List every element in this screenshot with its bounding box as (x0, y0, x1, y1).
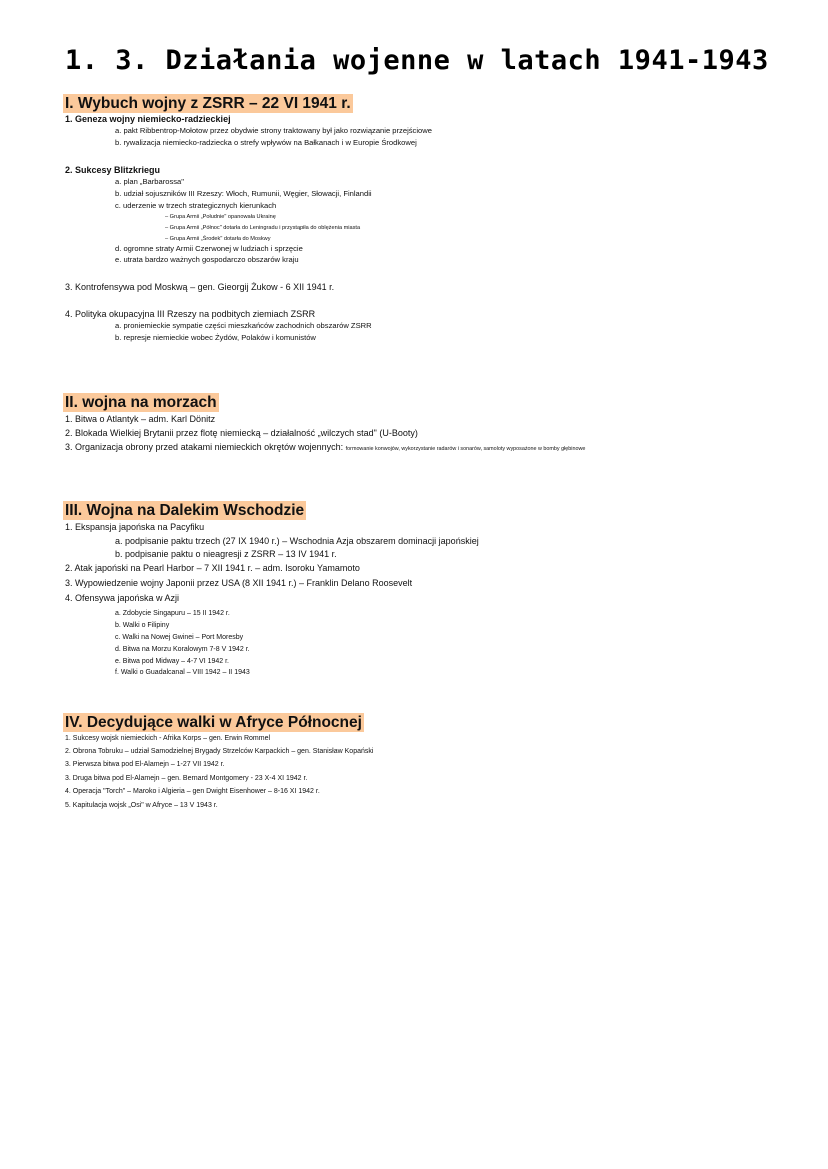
list-item: 1. Bitwa o Atlantyk – adm. Karl Dönitz (65, 414, 216, 424)
list-item-main: 3. Organizacja obrony przed atakami niemieckich okrętów wojennych: (65, 442, 344, 452)
list-item: 5. Kapitulacja wojsk „Osi" w Afryce – 13 V 1943 r. (65, 802, 218, 809)
list-item: – Grupa Armii „Północ" dotarła do Leningradu i przystąpiła do oblężenia miasta (165, 225, 361, 231)
list-item: 3. Wypowiedzenie wojny Japonii przez USA (8 XII 1941 r.) – Franklin Delano Roosevelt (65, 578, 413, 588)
section-heading-4: IV. Decydujące walki w Afryce Północnej (65, 714, 362, 731)
list-item: 1. Ekspansja japońska na Pacyfiku (65, 522, 205, 532)
list-item: – Grupa Armii „Środek" dotarła do Moskwy (165, 236, 271, 242)
list-item: 4. Operacja "Torch" – Maroko i Algieria – gen Dwight Eisenhower – 8-16 XI 1942 r. (65, 788, 320, 795)
list-item: 2. Sukcesy Blitzkriegu (65, 165, 161, 175)
list-item: 4. Ofensywa japońska w Azji (65, 593, 180, 603)
list-item: b. udział sojuszników III Rzeszy: Włoch, Rumunii, Węgier, Słowacji, Finlandii (115, 189, 372, 198)
list-item: – Grupa Armii „Południe" opanowała Ukrainę (165, 214, 276, 220)
section-heading-2: II. wojna na morzach (65, 394, 217, 411)
list-item: 2. Obrona Tobruku – udział Samodzielnej Brygady Strzelców Karpackich – gen. Stanisław Kopański (65, 748, 374, 755)
list-item: 1. Sukcesy wojsk niemieckich - Afrika Korps – gen. Erwin Rommel (65, 735, 271, 742)
list-item: a. proniemieckie sympatie części mieszkańców zachodnich obszarów ZSRR (115, 321, 372, 330)
section-heading-3: III. Wojna na Dalekim Wschodzie (65, 502, 305, 519)
list-item (65, 441, 585, 455)
list-item: f. Walki o Guadalcanal – VIII 1942 – II 1943 (115, 669, 250, 676)
list-item: 1. Geneza wojny niemiecko-radzieckiej (65, 114, 231, 124)
list-item: b. Walki o Filipiny (115, 622, 170, 629)
list-item: a. pakt Ribbentrop-Mołotow przez obydwie strony traktowany był jako rozwiązanie przejściowe (115, 126, 432, 135)
list-item: 3. Kontrofensywa pod Moskwą – gen. Gieorgij Żukow - 6 XII 1941 r. (65, 282, 335, 292)
list-item: e. utrata bardzo ważnych gospodarczo obszarów kraju (115, 255, 299, 264)
list-item: 3. Druga bitwa pod El-Alamejn – gen. Bernard Montgomery - 23 X-4 XI 1942 r. (65, 775, 308, 782)
list-item: a. plan „Barbarossa" (115, 177, 184, 186)
list-item: 2. Blokada Wielkiej Brytanii przez flotę niemiecką – działalność „wilczych stad" (U-Booty) (65, 428, 418, 438)
list-item: 4. Polityka okupacyjna III Rzeszy na podbitych ziemiach ZSRR (65, 309, 316, 319)
list-item: b. podpisanie paktu o nieagresji z ZSRR – 13 IV 1941 r. (115, 549, 337, 559)
section-heading-1: I. Wybuch wojny z ZSRR – 22 VI 1941 r. (65, 95, 351, 112)
list-item: 3. Pierwsza bitwa pod El-Alamejn – 1-27 VII 1942 r. (65, 761, 225, 768)
list-item: e. Bitwa pod Midway – 4-7 VI 1942 r. (115, 658, 230, 665)
list-item: a. Zdobycie Singapuru – 15 II 1942 r. (115, 610, 230, 617)
list-item: b. represje niemieckie wobec Żydów, Polaków i komunistów (115, 333, 316, 342)
list-item: c. Walki na Nowej Gwinei – Port Moresby (115, 634, 244, 641)
list-item: d. Bitwa na Morzu Koralowym 7-8 V 1942 r. (115, 646, 250, 653)
list-item: a. podpisanie paktu trzech (27 IX 1940 r.) – Wschodnia Azja obszarem dominacji japońskiej (115, 536, 479, 546)
page-title: 1. 3. Działania wojenne w latach 1941-1943 (65, 45, 769, 76)
list-item: c. uderzenie w trzech strategicznych kierunkach (115, 201, 277, 210)
list-item: d. ogromne straty Armii Czerwonej w ludziach i sprzęcie (115, 244, 303, 253)
list-item: 2. Atak japoński na Pearl Harbor – 7 XII 1941 r. – adm. Isoroku Yamamoto (65, 563, 360, 573)
list-item: b. rywalizacja niemiecko-radziecka o strefy wpływów na Bałkanach i w Europie Środkowej (115, 138, 417, 147)
list-item-detail: formowanie konwojów, wykorzystanie radarów i sonarów, samoloty wyposażone w bomby głębinowe (345, 446, 586, 452)
